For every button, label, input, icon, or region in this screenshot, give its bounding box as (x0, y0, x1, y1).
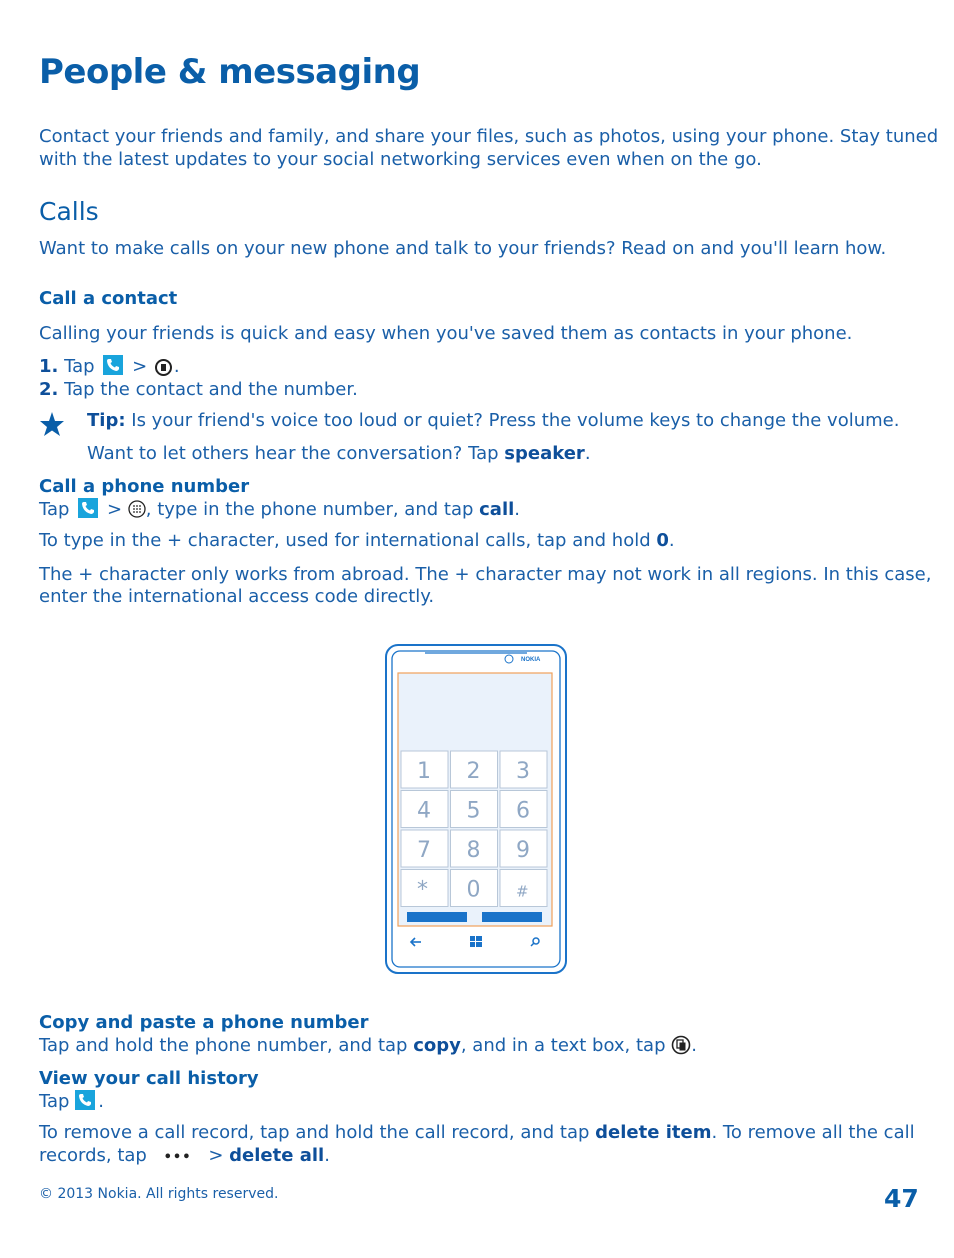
plus-text (39, 529, 675, 552)
dialpad-key-label: # (516, 882, 529, 901)
call-number-instructions: , type in the phone number, and tap (145, 499, 474, 520)
page-number: 47 (884, 1184, 919, 1213)
dialpad-icon (155, 359, 172, 376)
copy-end: . (691, 1035, 697, 1056)
phone-icon (75, 1090, 95, 1110)
tip-2-end: . (584, 443, 591, 464)
tip-text: Is your friend's voice too loud or quiet? Press the volume keys to change the volume. (131, 410, 900, 431)
history-text (39, 1090, 104, 1113)
call-number-separator: > (106, 499, 123, 520)
copy-heading: Copy and paste a phone number (39, 1012, 369, 1033)
remove-end: . (324, 1145, 330, 1166)
remove-text-2: . To remove all the call (711, 1122, 915, 1143)
dialpad-key-label: 4 (417, 798, 431, 824)
copy-label: copy (413, 1035, 461, 1056)
step-2 (39, 378, 358, 401)
remove-separator: > (208, 1145, 224, 1166)
calls-heading: Calls (39, 197, 99, 226)
keypad-icon (128, 500, 146, 518)
copy-text-2: , and in a text box, tap (460, 1035, 666, 1056)
phone-illustration (385, 644, 567, 974)
intro-line-1: Contact your friends and family, and share your files, such as photos, using your phone. Stay tuned (39, 126, 939, 147)
delete-item-label: delete item (595, 1122, 712, 1143)
calls-intro: Want to make calls on your new phone and talk to your friends? Read on and you'll learn how. (39, 238, 887, 259)
call-contact-heading: Call a contact (39, 288, 178, 309)
call-number-text (39, 498, 520, 521)
remove-text-1: To remove a call record, tap and hold the call record, and tap (39, 1122, 590, 1143)
save-soft-button (482, 912, 542, 922)
step-1-end: . (173, 356, 180, 377)
dialpad-key-label: 0 (466, 877, 481, 903)
copyright-footer: © 2013 Nokia. All rights reserved. (39, 1186, 279, 1202)
history-tap: Tap (39, 1091, 70, 1112)
dialpad-key-label: 9 (516, 838, 530, 863)
abroad-line-2: enter the international access code directly. (39, 586, 435, 607)
more-dots-icon: ••• (163, 1150, 192, 1165)
dialpad-key-label: 7 (417, 838, 431, 863)
dialpad-key-label: 1 (417, 759, 431, 784)
dialpad-key-label: 8 (466, 838, 481, 863)
tip-line-2 (87, 442, 591, 465)
phone-icon (103, 355, 123, 375)
tip-2-text: Want to let others hear the conversation? Tap (87, 443, 499, 464)
call-contact-text: Calling your friends is quick and easy when you've saved them as contacts in your phone. (39, 323, 853, 344)
delete-all-label: delete all (229, 1145, 325, 1166)
dialpad-key-label: 5 (466, 798, 481, 824)
dialpad-key-label: 6 (516, 798, 530, 824)
dialpad-key-label: * (417, 877, 428, 903)
nokia-logo: NOKIA (521, 657, 541, 663)
step-2-number: 2. (39, 379, 59, 400)
history-end: . (98, 1091, 104, 1112)
step-1-separator: > (132, 356, 148, 377)
zero-label: 0 (656, 530, 669, 551)
abroad-line-1: The + character only works from abroad. The + character may not work in all regions. In this case, (39, 564, 932, 585)
step-1-number: 1. (39, 356, 59, 377)
remove-text-3: records, tap (39, 1145, 147, 1166)
step-2-text: Tap the contact and the number. (64, 379, 358, 400)
remove-line-2 (39, 1144, 330, 1169)
intro-line-2: with the latest updates to your social networking services even when on the go. (39, 149, 762, 170)
page-title: People & messaging (39, 52, 421, 92)
copy-text (39, 1034, 697, 1057)
star-icon (39, 411, 65, 437)
plus-text-end: . (668, 530, 675, 551)
phone-icon (78, 498, 98, 518)
history-heading: View your call history (39, 1068, 259, 1089)
speaker-label: speaker (504, 443, 585, 464)
plus-text-body: To type in the + character, used for international calls, tap and hold (39, 530, 651, 551)
call-number-end: . (514, 499, 521, 520)
tip-line (87, 409, 899, 432)
call-soft-button (407, 912, 467, 922)
dialpad-key-label: 2 (466, 759, 481, 784)
remove-line-1 (39, 1121, 915, 1144)
call-label: call (479, 499, 515, 520)
call-number-heading: Call a phone number (39, 476, 250, 497)
paste-icon (671, 1035, 691, 1055)
step-1-text: Tap (64, 356, 95, 377)
dialpad-key-label: 3 (516, 759, 530, 784)
copy-text-1: Tap and hold the phone number, and tap (39, 1035, 408, 1056)
tip-label: Tip: (87, 410, 126, 431)
call-number-tap: Tap (39, 499, 70, 520)
step-1 (39, 355, 180, 378)
